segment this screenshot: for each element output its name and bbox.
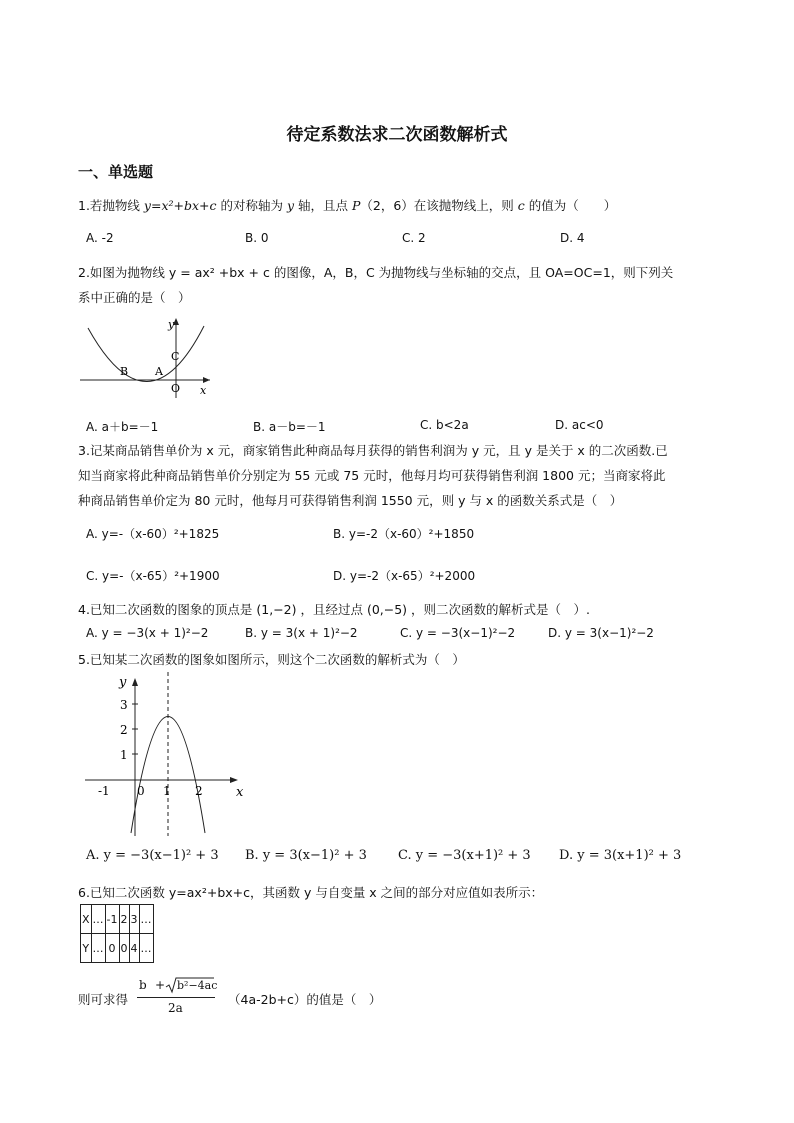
q3-option-a: A. y=-（x-60）²+1825 bbox=[86, 527, 220, 541]
q5-option-b: B. y = 3(x−1)² + 3 bbox=[245, 848, 367, 863]
x-label-2: 2 bbox=[195, 784, 203, 798]
x-label-minus-1: -1 bbox=[98, 784, 110, 798]
q4-option-b: B. y = 3(x + 1)²−2 bbox=[245, 626, 358, 640]
q4-option-d: D. y = 3(x−1)²−2 bbox=[548, 626, 654, 640]
label-a: A bbox=[155, 365, 163, 378]
fraction-plus: + bbox=[155, 978, 166, 992]
q1-c: c bbox=[517, 198, 525, 213]
label-x: x bbox=[236, 785, 244, 800]
x-axis-arrow bbox=[203, 377, 210, 383]
q3-line-1: 3.记某商品销售单价为 x 元，商家销售此种商品每月获得的销售利润为 y 元，且 y 是关于 x 的二次函数.已 bbox=[78, 443, 668, 458]
q5-option-d: D. y = 3(x+1)² + 3 bbox=[559, 848, 682, 863]
q1-prefix: 1.若抛物线 bbox=[78, 198, 144, 213]
q2-option-b: B. a－b=－1 bbox=[253, 420, 326, 434]
question-1 bbox=[78, 196, 616, 214]
table-cell: 2 bbox=[119, 905, 129, 934]
q1-option-b: B. 0 bbox=[245, 231, 269, 245]
table-cell: … bbox=[91, 905, 105, 934]
fraction-b: b bbox=[139, 978, 147, 992]
q1-text: 的对称轴为 bbox=[216, 198, 287, 213]
q1-text: （2，6）在该抛物线上，则 bbox=[360, 198, 518, 213]
x-label-1: 1 bbox=[163, 784, 171, 798]
q2-option-d: D. ac<0 bbox=[555, 418, 604, 432]
q5-line: 5.已知某二次函数的图象如图所示，则这个二次函数的解析式为（ ） bbox=[78, 652, 465, 667]
q6-suffix: （4a-2b+c）的值是（ ） bbox=[228, 992, 382, 1007]
q3-option-b: B. y=-2（x-60）²+1850 bbox=[333, 527, 475, 541]
fraction-bar bbox=[137, 997, 215, 998]
table-cell: … bbox=[139, 905, 153, 934]
q1-text: 轴，且点 bbox=[294, 198, 352, 213]
table-row bbox=[81, 934, 154, 963]
table-cell: X bbox=[81, 905, 92, 934]
q5-option-a: A. y = −3(x−1)² + 3 bbox=[86, 848, 219, 863]
q5-option-c: C. y = −3(x+1)² + 3 bbox=[398, 848, 531, 863]
label-o: O bbox=[171, 382, 181, 395]
table-cell: 3 bbox=[129, 905, 139, 934]
q1-equation: y=x²+bx+c bbox=[143, 198, 217, 213]
q4-option-c: C. y = −3(x−1)²−2 bbox=[400, 626, 516, 640]
q3-option-d: D. y=-2（x-65）²+2000 bbox=[333, 569, 476, 583]
q5-parabola-figure bbox=[80, 670, 250, 838]
q1-point: P bbox=[351, 198, 361, 213]
q3-option-c: C. y=-（x-65）²+1900 bbox=[86, 569, 220, 583]
label-y: y bbox=[168, 318, 175, 331]
q6-line: 6.已知二次函数 y=ax²+bx+c，其函数 y 与自变量 x 之间的部分对应值如表所示： bbox=[78, 885, 544, 900]
fraction-denominator: 2a bbox=[168, 1001, 183, 1015]
q3-line-3: 种商品销售单价定为 80 元时，他每月可获得销售利润 1550 元，则 y 与 x 的函数关系式是（ ） bbox=[78, 493, 623, 508]
q2-option-c: C. b<2a bbox=[420, 418, 469, 432]
table-cell: 4 bbox=[129, 934, 139, 963]
q2-option-a: A. a＋b=－1 bbox=[86, 420, 159, 434]
q1-text: 的值为（ ） bbox=[524, 198, 617, 213]
q1-option-d: D. 4 bbox=[560, 231, 585, 245]
fraction-radicand: b²−4ac bbox=[177, 979, 218, 992]
table-cell: -1 bbox=[105, 905, 119, 934]
section-heading: 一、单选题 bbox=[78, 163, 154, 181]
q6-value-table bbox=[80, 904, 154, 963]
q2-line-1: 2.如图为抛物线 y = ax² +bx + c 的图像，A，B，C 为抛物线与坐标轴的交点，且 OA=OC=1，则下列关 bbox=[78, 265, 674, 280]
label-y: y bbox=[119, 675, 127, 690]
label-b: B bbox=[120, 365, 129, 378]
x-label-0: 0 bbox=[137, 784, 145, 798]
tick-label-1: 1 bbox=[120, 748, 128, 762]
tick-label-3: 3 bbox=[120, 698, 128, 712]
q2-parabola-figure bbox=[78, 314, 218, 400]
table-cell: 0 bbox=[119, 934, 129, 963]
x-axis-arrow bbox=[230, 777, 238, 783]
q2-line-2: 系中正确的是（ ） bbox=[78, 290, 191, 305]
q1-option-a: A. -2 bbox=[86, 231, 114, 245]
table-cell: Y bbox=[81, 934, 92, 963]
table-cell: … bbox=[91, 934, 105, 963]
parabola-curve bbox=[88, 326, 204, 382]
label-x: x bbox=[200, 384, 207, 397]
page-title: 待定系数法求二次函数解析式 bbox=[286, 125, 508, 145]
q3-line-2: 知当商家将此种商品销售单价分别定为 55 元或 75 元时，他每月均可获得销售利润 1800 元；当商家将此 bbox=[78, 468, 666, 483]
q1-y: y bbox=[286, 198, 295, 213]
q4-option-a: A. y = −3(x + 1)²−2 bbox=[86, 626, 209, 640]
label-c: C bbox=[171, 350, 180, 363]
table-cell: 0 bbox=[105, 934, 119, 963]
q4-line: 4.已知二次函数的图象的顶点是 (1,−2) ，且经过点 (0,−5) ，则二次函数的解析式是（ ）. bbox=[78, 602, 591, 617]
q1-option-c: C. 2 bbox=[402, 231, 426, 245]
tick-label-2: 2 bbox=[120, 723, 128, 737]
q6-prefix: 则可求得 bbox=[78, 992, 129, 1007]
table-cell: … bbox=[139, 934, 153, 963]
table-row bbox=[81, 905, 154, 934]
y-axis-arrow bbox=[132, 678, 138, 686]
